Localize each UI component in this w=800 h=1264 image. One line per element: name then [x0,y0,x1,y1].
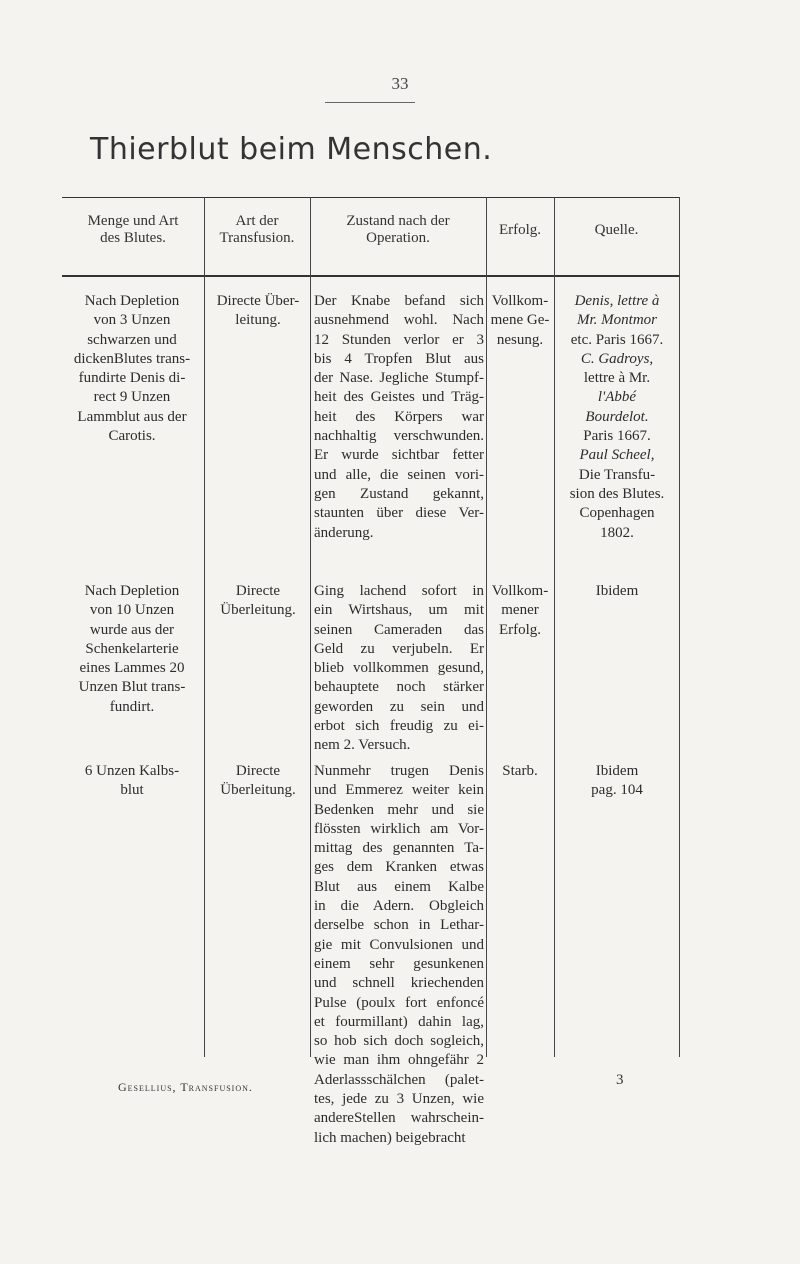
cell-line: Directe [235,583,281,599]
header-rule [325,102,415,103]
cell-line: Ibidem [595,763,639,779]
header-line: des Blutes. [100,230,166,246]
cell-line: ausnehmend wohl. Nach [314,312,484,329]
cell-line: lettre à Mr. [583,370,651,387]
cell-line: eines Lammes 20 [79,660,185,677]
cell-erfolg [488,292,552,350]
cell-line: Bourdelot. [585,408,649,425]
cell-line: ges dem Kranken etwas [314,859,484,876]
footer-signature: Gesellius, Transfusion. [118,1080,253,1094]
cell-line: Die Transfu- [578,466,656,483]
cell-zustand [314,762,484,1148]
column-divider [554,197,555,1057]
cell-line: rect 9 Unzen [93,389,171,406]
cell-line: Starb. [502,763,538,779]
cell-line: staunten über diese Ver- [314,505,484,522]
cell-line: Überleitung. [220,782,296,799]
header-line: Operation. [366,230,430,246]
cell-line: blieb vollkommen gesund, [314,660,484,677]
cell-line: tes, jede zu 3 Unzen, wie [314,1091,484,1108]
cell-line: 6 Unzen Kalbs- [84,763,180,779]
header-line: Transfusion. [219,230,295,246]
cell-line: bis 4 Tropfen Blut aus [314,350,484,367]
header-zustand [310,213,486,247]
cell-line: pag. 104 [591,782,643,799]
cell-line: in die Adern. Obgleich [314,898,484,915]
cell-line: mener [501,602,539,619]
cell-line: von 10 Unzen [89,602,175,619]
cell-line: nachhaltig verschwunden. [314,428,484,445]
cell-line: so hob sich doch sogleich, [314,1033,484,1050]
header-menge [62,213,204,247]
cell-line: Nunmehr trugen Denis [314,763,484,779]
cell-line: Directe [235,763,281,779]
cell-art [208,582,308,621]
column-divider [204,197,205,1057]
header-art [204,213,310,247]
cell-line: C. Gadroys, [580,350,654,367]
cell-line: Blut aus einem Kalbe [314,878,484,895]
cell-line: Ibidem [595,583,639,599]
cell-quelle [556,582,678,601]
cell-line: nesung. [496,331,544,348]
cell-line: Directe Über- [216,293,300,309]
cell-line: Paris 1667. [583,428,651,445]
header-line: Art der [235,213,279,229]
cell-line: blut [120,782,144,799]
table-top-rule [62,197,680,198]
cell-line: der Nase. Jegliche Stumpf- [314,370,484,387]
cell-line: Vollkom- [491,583,549,599]
cell-zustand [314,582,484,756]
cell-line: schwarzen und [87,331,177,348]
cell-line: wurde aus der [89,621,175,638]
cell-line: fundirt. [109,698,155,715]
cell-art [208,292,308,331]
cell-menge [64,582,200,717]
cell-line: heit des Körpers war [314,408,484,425]
cell-line: sion des Blutes. [569,485,665,502]
cell-erfolg [488,762,552,781]
cell-line: änderung. [314,524,374,541]
column-divider [310,197,311,1057]
cell-line: Lammblut aus der [77,408,187,425]
cell-line: Denis, lettre à [574,293,660,309]
cell-quelle [556,292,678,543]
cell-line: andereStellen wahrschein- [314,1110,484,1127]
cell-line: Der Knabe befand sich [314,293,484,309]
cell-line: mene Ge- [490,312,550,329]
cell-line: gen Zustand gekannt, [314,485,484,502]
cell-line: Copenhagen [579,505,655,522]
cell-quelle [556,762,678,801]
cell-line: 1802. [600,524,634,541]
cell-line: Carotis. [108,428,156,445]
cell-line: geworden zu sein und [314,698,484,715]
cell-line: flössten wirklich am Vor- [314,820,484,837]
cell-line: mittag des genannten Ta- [314,840,484,857]
cell-line: l'Abbé [597,389,637,406]
cell-line: Er wurde sichtbar fetter [314,447,484,464]
header-line: Zustand nach der [346,213,450,229]
cell-line: erbot sich freudig zu ei- [314,718,484,735]
cell-line: Mr. Montmor [576,312,657,329]
cell-line: Vollkom- [491,293,549,309]
cell-line: von 3 Unzen [93,312,171,329]
cell-line: einem sehr gesunkenen [314,955,484,972]
cell-line: und Emmerez weiter kein [314,782,484,799]
cell-menge [64,762,200,801]
cell-line: Ging lachend sofort in [314,583,484,599]
page-number: 33 [391,74,409,93]
header-line: Menge und Art [87,213,179,229]
header-bottom-rule [62,275,680,277]
cell-line: Pulse (poulx fort enfoncé [314,994,484,1011]
header-erfolg [486,222,554,239]
cell-line: et fourmillant) dahin lag, [314,1013,484,1030]
cell-line: Unzen Blut trans- [78,679,186,696]
table-right-edge [679,197,680,1057]
cell-line: 12 Stunden verlor er 3 [314,331,484,348]
cell-line: fundirte Denis di- [78,370,186,387]
cell-line: heit des Geistes und Träg- [314,389,484,406]
cell-line: behauptete noch stärker [314,679,484,696]
cell-line: Erfolg. [498,621,542,638]
cell-line: lich machen) beigebracht [314,1129,466,1146]
cell-line: derselbe schon in Lethar- [314,917,484,934]
cell-line: wie man ihm ohngefähr 2 [314,1052,484,1069]
cell-line: Überleitung. [220,602,296,619]
page-title: Thierblut beim Menschen. [90,132,493,167]
cell-line: und schnell kriechenden [314,975,484,992]
cell-line: Aderlassschälchen (palet- [314,1071,484,1088]
cell-line: nem 2. Versuch. [314,737,411,754]
cell-line: Geld zu verjubeln. Er [314,640,484,657]
cell-line: Nach Depletion [84,583,180,599]
header-line: Erfolg. [498,222,542,238]
cell-line: und alle, die seinen vori- [314,466,484,483]
cell-erfolg [488,582,552,640]
cell-line: etc. Paris 1667. [570,331,664,348]
header-line: Quelle. [594,222,639,238]
cell-zustand [314,292,484,543]
header-quelle [554,222,679,239]
cell-line: Paul Scheel, [579,447,655,464]
sheet-number: 3 [616,1072,624,1088]
column-divider [486,197,487,1057]
cell-line: dickenBlutes trans- [73,350,191,367]
cell-line: Nach Depletion [84,293,180,309]
cell-art [208,762,308,801]
cell-line: gie mit Convulsionen und [314,936,484,953]
cell-line: ein Wirtshaus, um mit [314,602,484,619]
cell-line: leitung. [235,312,281,329]
cell-line: Bedenken mehr und sie [314,801,484,818]
cell-menge [64,292,200,446]
cell-line: Schenkelarterie [85,640,179,657]
cell-line: seinen Cameraden das [314,621,484,638]
